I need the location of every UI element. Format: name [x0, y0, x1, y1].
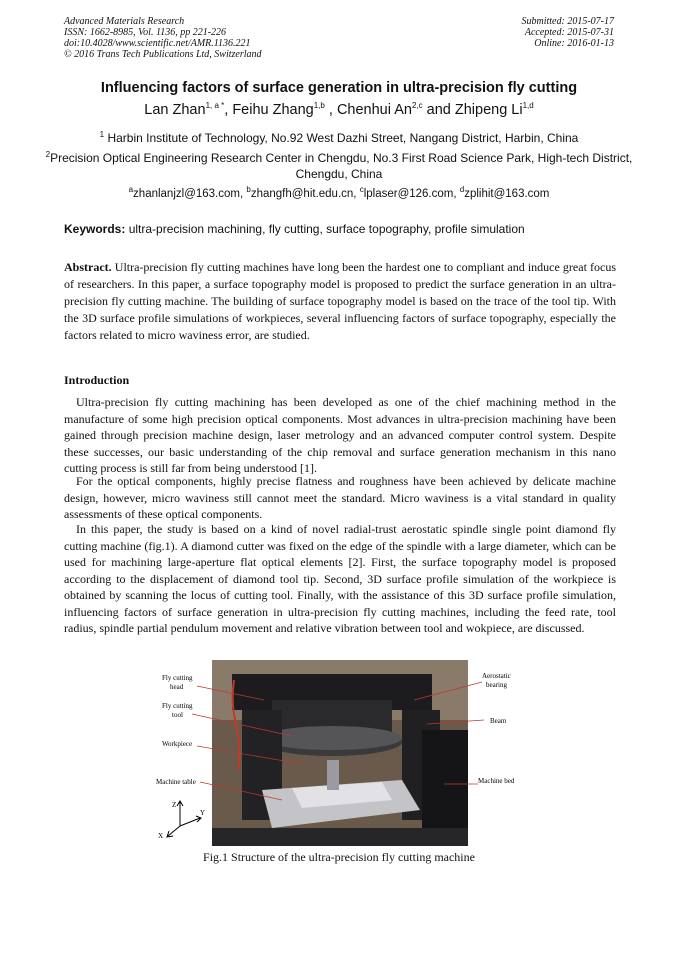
affiliation-1: $^1$ Harbin Institute of Technology, No.92 West Dazhi Street, Nangang District, Harbin, China: [99, 130, 579, 145]
intro-paragraph-3: In this paper, the study is based on a kind of novel radial-trust aerostatic spindle single point diamond fly cutting machine (fig.1). A diamond cutter was fixed on the edge of the spindle with a large diameter, which can be used for machining large-aperture flat optical elements [2]. First, the surface topography model is proposed according to the displacement of diamond tool tip. Second, 3D surface profile simulation of the workpiece is obtained by scanning the locus of cutting tool. Finally, with the assistance of this 3D surface profile simulation, influencing factors of surface generation in ultra-precision fly cutting machines, including the feed rate, tool radius, spindle partial pendulum movement and relative vibration between tool and wokpiece, are discussed.: [64, 522, 616, 635]
label-fly-cutting-tool: Fly cutting: [162, 702, 193, 710]
author-name: Lan Zhan: [144, 102, 206, 118]
label-aerostatic-bearing: Aerostatic: [482, 672, 511, 680]
journal-name: Advanced Materials Research: [64, 16, 185, 27]
email-list: $^a$zhanlanjzl@163.com, $^b$zhangfh@hit.edu.cn, $^c$lplaser@126.com, $^d$zplihit@163.com: [128, 185, 550, 200]
abstract-label: Abstract.: [64, 260, 112, 274]
author-sup: 1,b: [313, 101, 325, 111]
issn: ISSN: 1662-8985, Vol. 1136, pp 221-226: [64, 27, 227, 38]
abstract: [64, 259, 616, 344]
keywords-label: Keywords:: [64, 222, 126, 236]
axis-z-label: Z: [172, 801, 177, 809]
figure-caption: Fig.1 Structure of the ultra-precision fly cutting machine: [203, 850, 475, 864]
machine-photo: [152, 660, 528, 846]
email-address[interactable]: lplaser@126.com: [363, 188, 454, 200]
label-workpiece: Workpiece: [162, 740, 193, 748]
figure-1: [152, 660, 528, 846]
copyright: © 2016 Trans Tech Publications Ltd, Switzerland: [64, 49, 262, 60]
keywords-text: ultra-precision machining, fly cutting, surface topography, profile simulation: [128, 222, 525, 236]
abstract-text: Ultra-precision fly cutting machines have long been the hardest one to compliant and induce great focus of researchers. In this paper, a surface topography model is proposed to predict the surface generation in an ultra-precision fly cutting machine. The building of surface topography model is based on the trace of the tool tip. With the 3D surface profile simulations of workpieces, several influencing factors of surface topography, especially the factors related to micro waviness error, are studied.: [64, 260, 617, 342]
axis-x-label: X: [158, 832, 164, 840]
svg-text:tool: tool: [172, 711, 183, 719]
author-name: Feihu Zhang: [232, 102, 314, 118]
doi: doi:10.4028/www.scientific.net/AMR.1136.221: [64, 38, 251, 49]
email-address[interactable]: zhanlanjzl@163.com: [133, 188, 240, 200]
online-date: Online: 2016-01-13: [534, 38, 614, 49]
author-list: Lan Zhan$^{1, a *}$, Feihu Zhang$^{1,b}$ , Chenhui An$^{2,c}$ and Zhipeng Li$^{1,d}$: [144, 101, 534, 118]
label-machine-table: Machine table: [156, 778, 196, 786]
email-address[interactable]: zhangfh@hit.edu.cn: [250, 188, 354, 200]
svg-text:head: head: [170, 683, 184, 691]
dates-info: [522, 16, 615, 49]
author-sup: 2,c: [411, 101, 423, 111]
intro-paragraph-2: For the optical components, highly precise flatness and roughness have been achieved by delicate machine design, however, micro waviness still cannot meet the standard. Micro waviness is a vital standard in quality assessments of these optical components.: [64, 474, 616, 521]
author-sup: 1,d: [522, 101, 534, 111]
section-heading-introduction: Introduction: [64, 373, 130, 387]
journal-info: [64, 16, 262, 60]
author-name: Zhipeng Li: [454, 102, 523, 118]
paper-title: Influencing factors of surface generation in ultra-precision fly cutting: [100, 80, 578, 96]
label-fly-cutting-head: Fly cutting: [162, 674, 193, 682]
label-machine-bed: Machine bed: [478, 777, 515, 785]
author-sup: 1, a *: [205, 101, 225, 111]
author-name: Chenhui An: [336, 102, 412, 118]
svg-text:bearing: bearing: [486, 681, 507, 689]
submitted-date: Submitted: 2015-07-17: [521, 16, 614, 27]
label-beam: Beam: [490, 717, 507, 725]
email-address[interactable]: zplihit@163.com: [464, 188, 550, 200]
axis-y-label: Y: [200, 809, 206, 817]
affiliation-2: $^2$Precision Optical Engineering Research Center in Chengdu, No.3 First Road Science Park, High-tech District, Chengdu, China: [45, 150, 633, 181]
intro-paragraph-1: Ultra-precision fly cutting machining has been developed as one of the chief machining method in the manufacture of some high precision optical components. Most advances in ultra-precision machining have been gained through precision machine design, laser metrology and an advanced computer control system. Despite these successes, our basic understanding of the chip removal and surface generation mechanism in this nano cutting process is still far from being understood [1].: [64, 395, 616, 475]
accepted-date: Accepted: 2015-07-31: [524, 27, 614, 38]
keywords: [64, 222, 616, 236]
